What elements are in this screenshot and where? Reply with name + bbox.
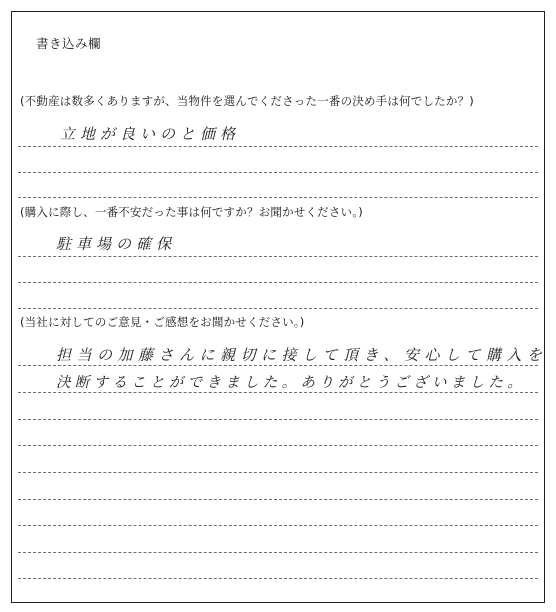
question-3: (当社に対してのご意見・ご感想をお聞かせください。) [20,315,305,329]
answer-rule [18,472,538,473]
answer-rule [18,146,538,147]
question-2: (購入に際し、一番不安だった事は何ですか？お聞かせください。) [20,205,363,219]
answer-rule [18,282,538,283]
answer-rule [18,525,538,526]
answer-rule [18,256,538,257]
answer-rule [18,419,538,420]
answer-rule [18,308,538,309]
question-1: (不動産は数多くありますが、当物件を選んでくださった一番の決め手は何でしたか？) [20,94,474,108]
answer-rule [18,578,538,579]
answer-rule [18,499,538,500]
form-title: 書き込み欄 [36,36,102,51]
answer-rule [18,197,538,198]
answer-rule [18,445,538,446]
answer-rule [18,365,538,366]
answer-3-line-2: 決断することができました。ありがとうございました。 [56,375,526,391]
answer-rule [18,172,538,173]
answer-rule [18,392,538,393]
comment-form [11,11,548,603]
answer-1-line-1: 立地が良いのと価格 [60,125,241,143]
answer-2-line-1: 駐車場の確保 [56,235,177,253]
answer-3-line-1: 担当の加藤さんに親切に接して頂き、安心して購入を [56,346,548,364]
answer-rule [18,552,538,553]
